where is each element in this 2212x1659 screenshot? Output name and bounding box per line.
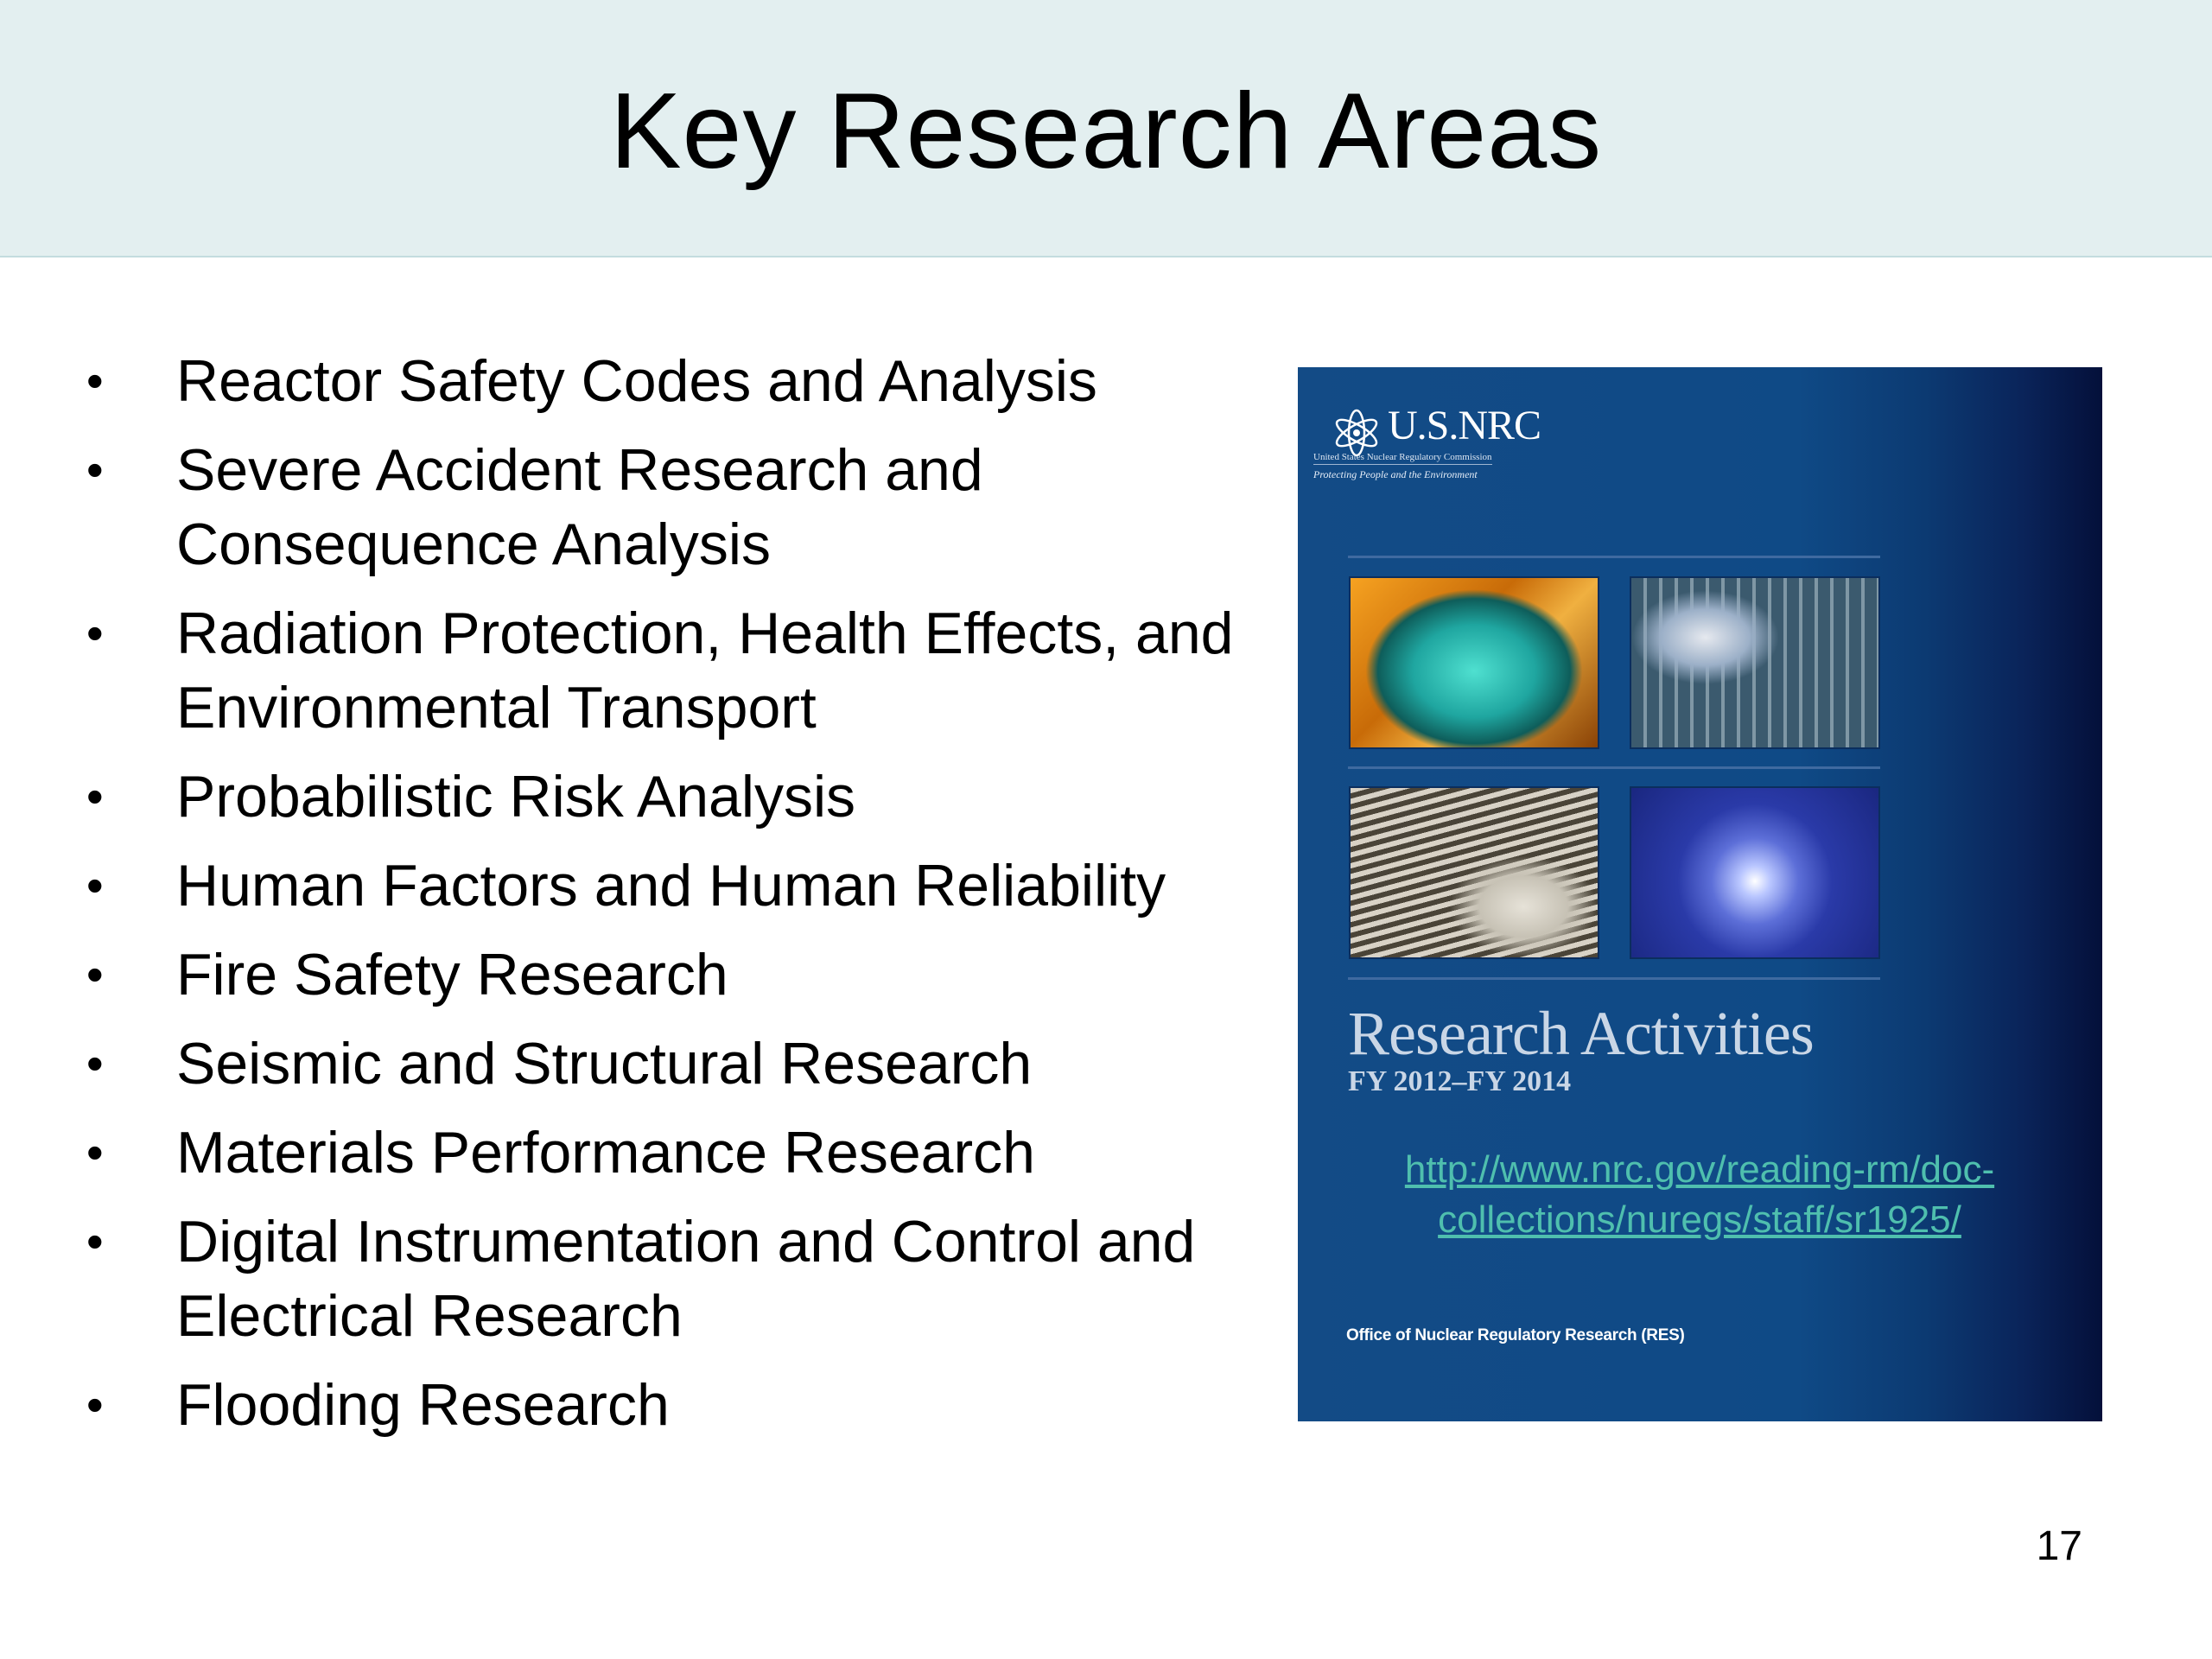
bullet-icon: • [86,947,104,1001]
cover-office: Office of Nuclear Regulatory Research (RES) [1346,1326,1685,1344]
divider [1348,556,1880,558]
list-item [86,760,1279,834]
logo-text: U.S.NRC [1388,403,1541,448]
list-item [86,1116,1279,1190]
list-item [86,344,1279,418]
bullet-icon: • [86,1214,104,1268]
list-item-text: Materials Performance Research [176,1120,1035,1185]
list-item-text: Reactor Safety Codes and Analysis [176,348,1097,414]
page-number: 17 [2036,1523,2082,1569]
list-item [86,1205,1279,1353]
list-item-text: Radiation Protection, Health Effects, and Environmental Transport [176,601,1234,741]
reactor-core-photo [1630,786,1880,959]
list-item [86,849,1279,923]
list-item [86,1368,1279,1442]
divider [1348,766,1880,769]
list-item-text: Flooding Research [176,1372,670,1438]
list-item-text: Digital Instrumentation and Control and Electrical Research [176,1209,1196,1349]
list-item [86,1027,1279,1101]
control-room-photo [1630,576,1880,749]
list-item [86,433,1279,582]
bullet-icon: • [86,1036,104,1090]
bullet-icon: • [86,769,104,823]
cover-years: FY 2012–FY 2014 [1348,1065,1572,1097]
list-item-text: Fire Safety Research [176,942,728,1007]
report-cover-image [1298,367,2102,1421]
list-item [86,938,1279,1012]
bullet-icon: • [86,353,104,408]
report-link[interactable] [1315,1145,2084,1245]
cover-heading: Research Activities [1348,999,1814,1068]
fuel-rods-photo [1349,786,1599,959]
divider [1348,977,1880,980]
list-item-text: Severe Accident Research and Consequence Analysis [176,437,983,577]
research-areas-list [86,344,1279,1457]
bullet-icon: • [86,858,104,912]
list-item-text: Probabilistic Risk Analysis [176,764,856,830]
list-item-text: Human Factors and Human Reliability [176,853,1166,918]
slide-title-bar [0,0,2212,257]
report-link-line-1: http://www.nrc.gov/reading-rm/doc- [1404,1148,1995,1191]
logo-subtitle: United States Nuclear Regulatory Commission [1313,452,1492,465]
report-link-line-2: collections/nuregs/staff/sr1925/ [1438,1198,1961,1241]
list-item [86,596,1279,745]
bullet-icon: • [86,442,104,497]
list-item-text: Seismic and Structural Research [176,1031,1033,1096]
logo-tagline: Protecting People and the Environment [1313,468,1478,480]
reactor-pool-photo [1349,576,1599,749]
bullet-icon: • [86,1377,104,1432]
bullet-icon: • [86,606,104,660]
slide-title: Key Research Areas [609,72,1603,191]
bullet-icon: • [86,1125,104,1179]
